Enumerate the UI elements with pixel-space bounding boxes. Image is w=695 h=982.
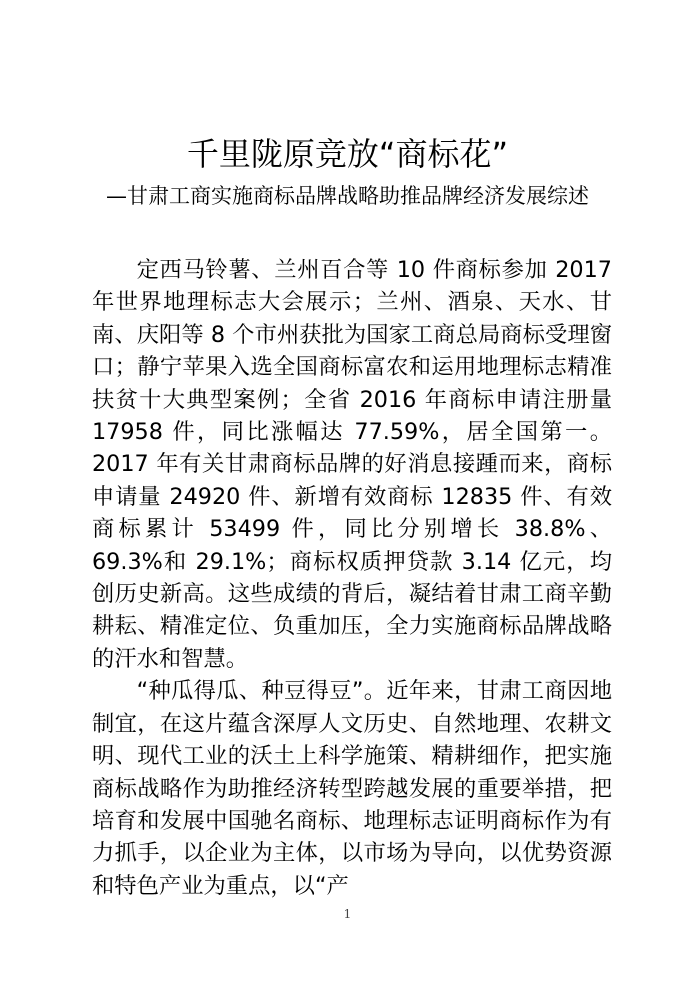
document-body	[92, 254, 612, 902]
paragraph-2: “种瓜得瓜、种豆得豆”。近年来，甘肃工商因地制宜，在这片蕴含深厚人文历史、自然地理、农耕文明、现代工业的沃土上科学施策、精耕细作，把实施商标战略作为助推经济转型跨越发展的重要举措，把培育和发展中国驰名商标、地理标志证明商标作为有力抓手，以企业为主体，以市场为导向，以优势资源和特色产业为重点，以“产	[92, 678, 612, 899]
paragraph-1: 定西马铃薯、兰州百合等 10 件商标参加 2017 年世界地理标志大会展示；兰州、酒泉、天水、甘南、庆阳等 8 个市州获批为国家工商总局商标受理窗口；静宁苹果入选全国商标富农和运用地理标志精准扶贫十大典型案例；全省 2016 年商标申请注册量 17958 件，同比涨幅达 77.59%，居全国第一。2017 年有关甘肃商标品牌的好消息接踵而来，商标申请量 24920 件、新增有效商标 12835 件、有效商标累计 53499 件，同比分别增长 38.8%、69.3%和 29.1%；商标权质押贷款 3.14 亿元，均创历史新高。这些成绩的背后，凝结着甘肃工商辛勤耕耘、精准定位、负重加压，全力实施商标品牌战略的汗水和智慧。	[92, 257, 612, 672]
page-number: 1	[343, 907, 352, 921]
document-subtitle: —甘肃工商实施商标品牌战略助推品牌经济发展综述	[106, 184, 589, 208]
document-title: 千里陇原竞放“商标花”	[186, 135, 509, 173]
